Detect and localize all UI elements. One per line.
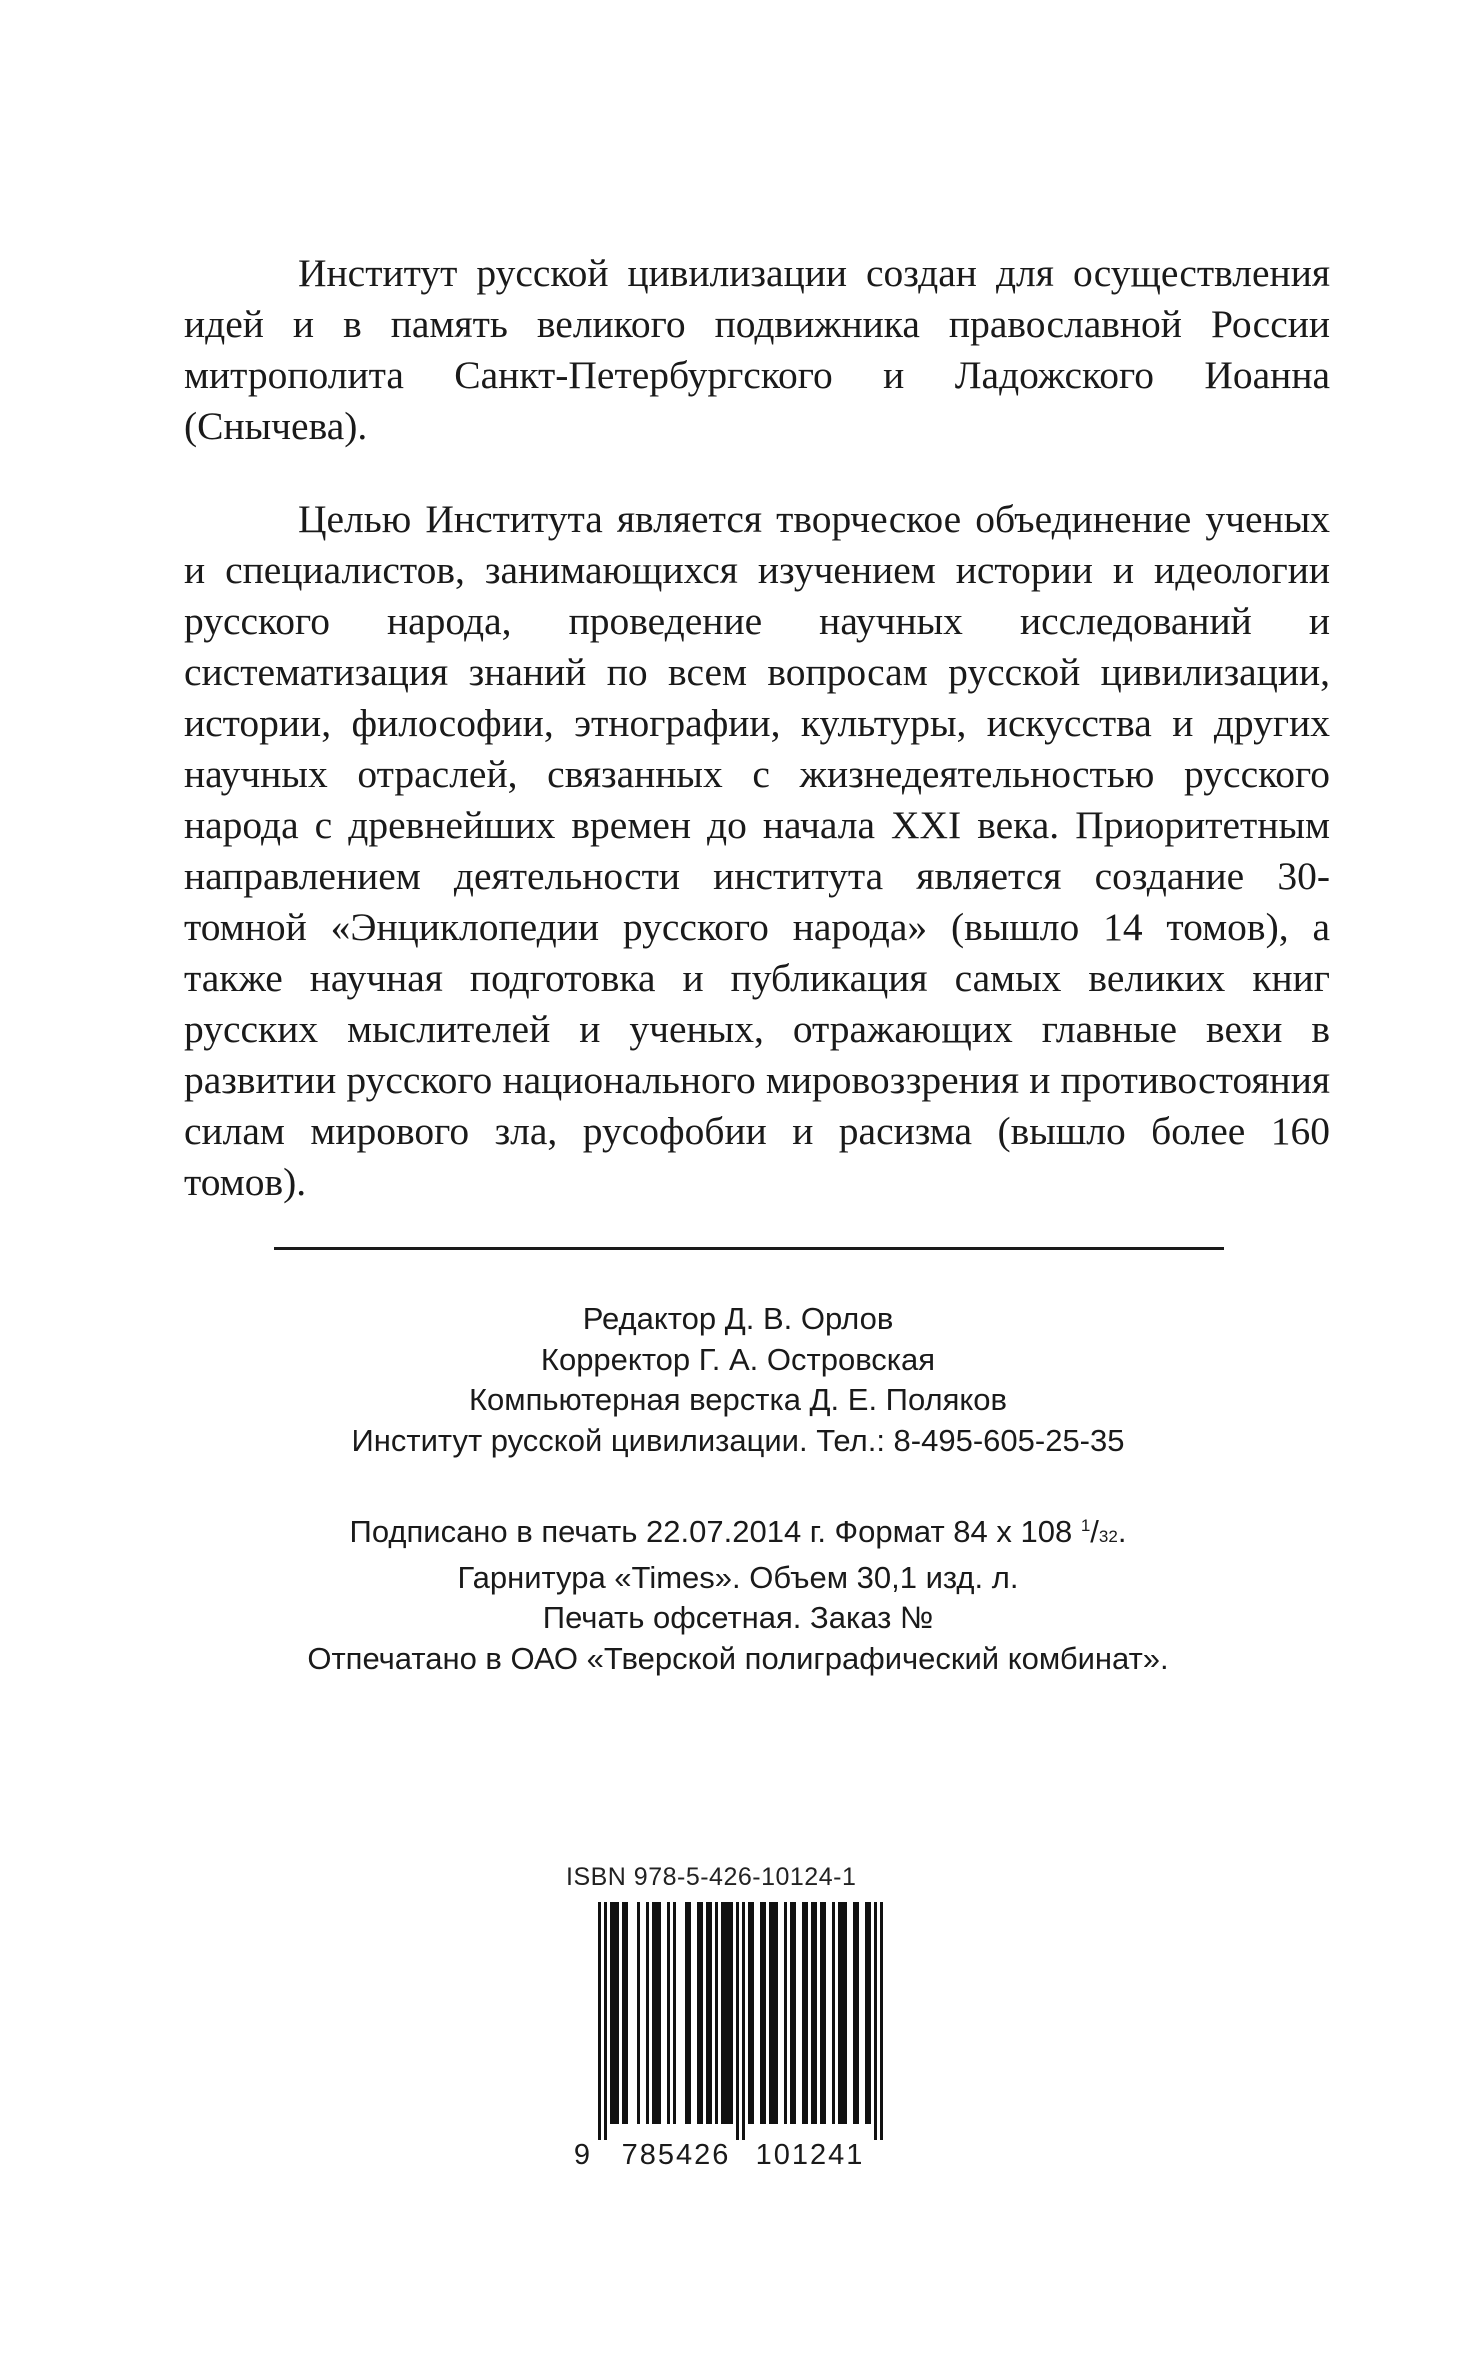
barcode-bar-9 [652,1902,655,2124]
barcode-bar-33 [775,1902,778,2124]
barcode-bar-50 [868,1902,871,2124]
format-fraction-denominator: 32 [1098,1527,1118,1546]
barcode-bar-7 [637,1902,640,2124]
barcode-bar-43 [832,1902,835,2124]
barcode-bar-36 [793,1902,796,2124]
barcode-bar-19 [709,1902,712,2124]
barcode-bar-40 [814,1902,817,2124]
barcode-digits-left: 785426 [621,2139,731,2171]
isbn-barcode-block [566,1862,916,2182]
barcode-bar-10 [655,1902,658,2124]
format-fraction-numerator: 1 [1080,1516,1091,1535]
barcode-bar-30 [763,1902,766,2124]
barcode-bar-23 [727,1902,730,2124]
barcode-bar-21 [721,1902,724,2124]
barcode-bar-31 [769,1902,772,2124]
staff-credits [0,1299,1476,1461]
barcode-bar-3 [613,1902,616,2124]
barcode-bar-49 [865,1902,868,2124]
proofreader-credit: Корректор Г. А. Островская [540,1341,936,1377]
printer-credit: Отпечатано в ОАО «Тверской полиграфический комбинат». [307,1640,1169,1676]
barcode-bar-4 [616,1902,619,2124]
barcode-bar-28 [751,1902,754,2124]
isbn-label: ISBN 978-5-426-10124-1 [566,1863,857,1891]
barcode-bar-34 [784,1902,787,2124]
barcode-bar-46 [844,1902,847,2124]
barcode-bar-8 [646,1902,649,2124]
barcode-bar-18 [706,1902,709,2124]
barcode-bar-51 [874,1902,877,2140]
print-details [0,1506,1476,1679]
barcode-bar-5 [622,1902,625,2124]
signed-date-format: Подписано в печать 22.07.2014 г. Формат 84 х 108 [349,1514,1081,1549]
barcode-bar-20 [715,1902,718,2124]
barcode-bar-48 [856,1902,859,2124]
institute-description [184,248,1330,1208]
barcode-bar-14 [685,1902,688,2124]
barcode-bar-29 [760,1902,763,2124]
barcode-bar-6 [625,1902,628,2124]
editor-credit: Редактор Д. В. Орлов [582,1301,894,1336]
barcode-bar-2 [610,1902,613,2124]
barcode-icon [566,1902,916,2172]
barcode-bar-32 [772,1902,775,2124]
barcode-bar-13 [673,1902,676,2124]
barcode-bar-22 [724,1902,727,2124]
print-order: Печать офсетная. Заказ № [542,1600,934,1635]
barcode-bar-35 [790,1902,793,2124]
barcode-bar-1 [604,1902,607,2140]
typeface-volume: Гарнитура «Times». Объем 30,1 изд. л. [457,1559,1019,1595]
barcode-bar-16 [697,1902,700,2124]
barcode-bar-27 [748,1902,751,2124]
paragraph-institute-goals: Целью Института является творческое объединение ученых и специалистов, занимающихся изучением истории и идеологии русского народа, проведение научных исследований и систематизация знаний по всем вопросам русской цивилизации, истории, философии, этнографии, культуры, искусства и других научных отраслей, связанных с жизнедеятельностью русского народа с древнейших времен до начала XXI века. Приоритетным направлением деятельности института является создание 30-томной «Энциклопедии русского народа» (вышло 14 томов), а также научная подготовка и публикация самых великих книг русских мыслителей и ученых, отражающих главные вехи в развитии русского национального мировоззрения и противостояния силам мирового зла, русофобии и расизма (вышло более 160 томов). [184,497,1330,1204]
format-fraction-slash: / [1090,1514,1099,1549]
barcode-bar-12 [667,1902,670,2124]
section-divider [274,1247,1224,1250]
barcode-bar-0 [598,1902,601,2140]
barcode-digits-right: 101241 [755,2139,865,2171]
barcode-bar-47 [853,1902,856,2124]
signed-for-print [0,1506,1476,1558]
barcode-digit-first: 9 [573,2139,591,2171]
signed-suffix: . [1117,1514,1127,1549]
barcode-bar-42 [823,1902,826,2124]
barcode-bar-25 [736,1902,739,2140]
barcode-bar-45 [841,1902,844,2124]
barcode-bar-17 [700,1902,703,2124]
barcode-bars [598,1902,883,2140]
barcode-bar-41 [820,1902,823,2124]
barcode-bar-39 [811,1902,814,2124]
barcode-bar-24 [730,1902,733,2124]
barcode-bar-37 [802,1902,805,2124]
barcode-bar-15 [688,1902,691,2124]
institute-contact: Институт русской цивилизации. Тел.: 8-495-605-25-35 [351,1422,1125,1458]
barcode-bar-44 [838,1902,841,2124]
barcode-bar-26 [742,1902,745,2140]
barcode-bar-11 [658,1902,661,2124]
barcode-bar-52 [880,1902,883,2140]
layout-credit: Компьютерная верстка Д. Е. Поляков [468,1382,1008,1417]
paragraph-institute-founding: Институт русской цивилизации создан для осуществления идей и в память великого подвижника православной России митрополита Санкт-Петербургского и Ладожского Иоанна (Снычева). [184,251,1330,448]
barcode-bar-38 [805,1902,808,2124]
